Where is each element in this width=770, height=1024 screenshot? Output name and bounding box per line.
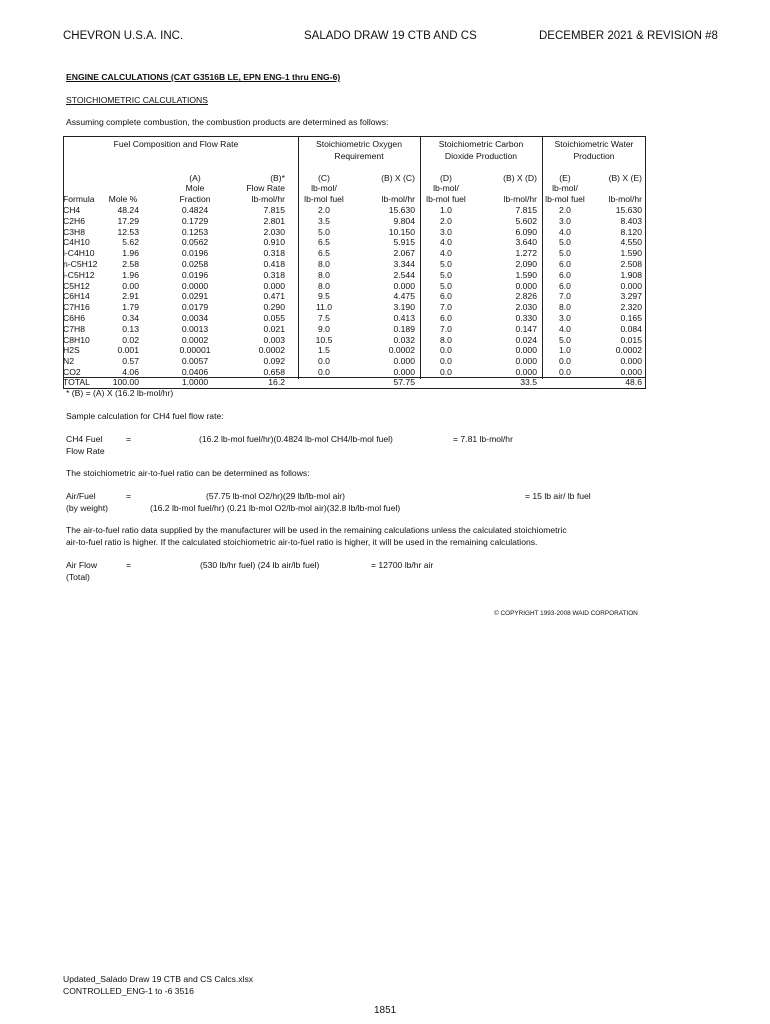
table-cell-bd: 0.147 <box>515 323 537 334</box>
table-cell-d: 0.0 <box>440 345 452 356</box>
group-oxygen-header-2: Requirement <box>334 151 384 161</box>
column-header-bc: lb-mol/hr <box>381 194 415 204</box>
sample-expression: (16.2 lb-mol fuel/hr)(0.4824 lb-mol CH4/lb-mol fuel) <box>199 434 393 444</box>
table-cell-c: 5.0 <box>318 226 330 237</box>
table-cell-bd: 0.330 <box>515 313 537 323</box>
column-header-a: Fraction <box>179 194 211 204</box>
table-cell-a: 0.0000 <box>181 280 209 291</box>
sample-intro: Sample calculation for CH4 fuel flow rate: <box>66 411 224 421</box>
table-cell-be: 1.908 <box>620 269 642 280</box>
column-header-be: (B) X (E) <box>608 173 642 183</box>
table-cell-bc: 2.544 <box>393 269 415 280</box>
group-water-header-1: Stoichiometric Water <box>554 139 634 149</box>
table-cell-formula: C3H8 <box>63 226 85 237</box>
table-cell-bc: 4.475 <box>393 291 415 302</box>
table-cell-c: 6.5 <box>318 248 330 259</box>
table-cell-bd: 5.602 <box>515 215 537 226</box>
airfuel-label-1: Air/Fuel <box>66 491 96 501</box>
table-cell-bc: 0.000 <box>393 356 415 367</box>
airflow-label-2: (Total) <box>66 572 90 582</box>
table-cell-mole-pct: 2.91 <box>122 291 139 302</box>
table-cell-a: 0.0179 <box>181 302 209 313</box>
table-cell-e: 0.0 <box>559 356 571 367</box>
table-cell-e: 2.0 <box>559 205 571 215</box>
table-cell-be: 0.015 <box>620 334 642 345</box>
table-cell-mole-pct: 1.96 <box>122 269 139 280</box>
table-cell-mole-pct: 17.29 <box>117 215 139 226</box>
total-cell-a: 1.0000 <box>181 376 209 387</box>
table-cell-c: 7.5 <box>318 313 330 323</box>
table-cell-formula: CH4 <box>63 205 81 215</box>
subsection-title: STOICHIOMETRIC CALCULATIONS <box>66 95 208 105</box>
column-header-a: Mole <box>185 183 205 193</box>
table-cell-b: 2.801 <box>263 215 285 226</box>
table-cell-be: 0.0002 <box>615 345 642 356</box>
table-cell-e: 4.0 <box>559 323 571 334</box>
table-cell-d: 4.0 <box>440 248 452 259</box>
table-cell-b: 0.055 <box>263 313 285 323</box>
table-cell-formula: N2 <box>63 356 74 367</box>
table-cell-bc: 10.150 <box>388 226 415 237</box>
column-header-d: lb-mol/ <box>433 183 459 193</box>
group-fuel-header: Fuel Composition and Flow Rate <box>113 139 239 149</box>
table-cell-formula: i-C4H10 <box>63 248 95 259</box>
table-cell-mole-pct: 0.57 <box>122 356 139 367</box>
table-cell-d: 1.0 <box>440 205 452 215</box>
total-cell-formula: TOTAL <box>63 376 90 387</box>
header-company: CHEVRON U.S.A. INC. <box>63 30 184 42</box>
table-cell-d: 5.0 <box>440 269 452 280</box>
table-cell-b: 0.471 <box>263 291 285 302</box>
table-cell-c: 9.0 <box>318 323 330 334</box>
table-cell-d: 0.0 <box>440 356 452 367</box>
table-cell-be: 3.297 <box>620 291 642 302</box>
table-cell-mole-pct: 2.58 <box>122 259 139 269</box>
header-project: SALADO DRAW 19 CTB AND CS <box>304 30 477 42</box>
column-header-c: lb-mol/ <box>311 183 337 193</box>
table-cell-e: 5.0 <box>559 237 571 248</box>
table-cell-b: 0.910 <box>263 237 285 248</box>
footer-file: Updated_Salado Draw 19 CTB and CS Calcs.xlsx <box>63 974 254 984</box>
table-cell-a: 0.0562 <box>181 237 209 248</box>
table-cell-bd: 0.000 <box>515 280 537 291</box>
section-title: ENGINE CALCULATIONS (CAT G3516B LE, EPN ENG-1 thru ENG-6) <box>66 72 341 82</box>
table-cell-bc: 0.000 <box>393 367 415 377</box>
column-header-e: lb-mol fuel <box>545 194 585 204</box>
table-cell-formula: C4H10 <box>63 237 90 248</box>
table-cell-mole-pct: 4.06 <box>122 367 139 377</box>
table-cell-bd: 1.272 <box>515 248 537 259</box>
table-cell-formula: C6H6 <box>63 313 85 323</box>
column-header-e: lb-mol/ <box>552 183 578 193</box>
airflow-result: = 12700 lb/hr air <box>371 560 434 570</box>
table-cell-c: 2.0 <box>318 205 330 215</box>
table-cell-d: 8.0 <box>440 334 452 345</box>
table-cell-e: 1.0 <box>559 345 571 356</box>
table-cell-c: 11.0 <box>315 302 333 313</box>
table-cell-bc: 2.067 <box>393 248 415 259</box>
table-cell-e: 3.0 <box>559 313 571 323</box>
table-cell-a: 0.00001 <box>179 345 211 356</box>
table-cell-mole-pct: 12.53 <box>117 226 139 237</box>
table-cell-c: 0.0 <box>318 367 330 377</box>
note-line-2: air-to-fuel ratio is higher. If the calculated stoichiometric air-to-fuel ratio is higher, it will be used in the remaining calculations. <box>66 537 538 547</box>
note-line-1: The air-to-fuel ratio data supplied by the manufacturer will be used in the remaining calculations unless the calculated stoichiometric <box>66 525 567 535</box>
table-cell-d: 2.0 <box>440 215 452 226</box>
column-header-e: (E) <box>559 173 571 183</box>
table-cell-bc: 0.0002 <box>388 345 415 356</box>
table-cell-c: 8.0 <box>318 269 330 280</box>
table-cell-b: 0.318 <box>263 248 285 259</box>
table-cell-formula: C6H14 <box>63 291 90 302</box>
footer-controlled: CONTROLLED_ENG-1 to -6 3516 <box>63 986 194 996</box>
column-header-a: (A) <box>189 173 201 183</box>
total-cell-bc: 57.75 <box>393 376 415 387</box>
airfuel-denominator: (16.2 lb-mol fuel/hr) (0.21 lb-mol O2/lb-mol air)(32.8 lb/lb-mol fuel) <box>150 503 401 513</box>
table-cell-be: 2.508 <box>620 259 642 269</box>
table-cell-a: 0.0291 <box>181 291 209 302</box>
table-cell-c: 9.5 <box>318 291 330 302</box>
table-cell-mole-pct: 0.02 <box>122 334 139 345</box>
table-cell-e: 3.0 <box>559 215 571 226</box>
column-header-bc: (B) X (C) <box>381 173 415 183</box>
table-cell-mole-pct: 0.001 <box>117 345 139 356</box>
column-header-d: lb-mol fuel <box>426 194 466 204</box>
table-footnote: * (B) = (A) X (16.2 lb-mol/hr) <box>66 388 174 398</box>
table-cell-mole-pct: 0.13 <box>122 323 139 334</box>
table-cell-bd: 6.090 <box>515 226 537 237</box>
table-cell-e: 6.0 <box>559 280 571 291</box>
table-cell-mole-pct: 5.62 <box>122 237 139 248</box>
airflow-expression: (530 lb/hr fuel) (24 lb air/lb fuel) <box>200 560 320 570</box>
table-cell-c: 10.5 <box>315 334 333 345</box>
total-cell-bd: 33.5 <box>520 376 537 387</box>
table-cell-e: 0.0 <box>559 367 571 377</box>
table-cell-mole-pct: 1.96 <box>122 248 139 259</box>
copyright: © COPYRIGHT 1993-2008 WAID CORPORATION <box>494 610 638 617</box>
page-number: 1851 <box>374 1005 397 1016</box>
table-cell-formula: C2H6 <box>63 215 85 226</box>
table-cell-bc: 0.000 <box>393 280 415 291</box>
table-cell-bd: 1.590 <box>515 269 537 280</box>
column-header-c: lb-mol fuel <box>304 194 344 204</box>
table-cell-bc: 9.804 <box>393 215 415 226</box>
table-cell-c: 1.5 <box>318 345 330 356</box>
airfuel-label-2: (by weight) <box>66 503 109 513</box>
table-cell-b: 0.003 <box>263 334 285 345</box>
table-cell-e: 6.0 <box>559 259 571 269</box>
table-cell-d: 5.0 <box>440 280 452 291</box>
table-cell-mole-pct: 0.34 <box>122 313 139 323</box>
table-cell-e: 5.0 <box>559 248 571 259</box>
table-cell-b: 0.658 <box>263 367 285 377</box>
column-header-b: Flow Rate <box>246 183 285 193</box>
table-cell-bd: 2.030 <box>515 302 537 313</box>
table-cell-formula: C7H8 <box>63 323 85 334</box>
column-header-be: lb-mol/hr <box>608 194 642 204</box>
table-cell-bd: 0.024 <box>515 334 537 345</box>
table-cell-formula: C7H16 <box>63 302 90 313</box>
table-cell-be: 0.000 <box>620 280 642 291</box>
table-cell-d: 4.0 <box>440 237 452 248</box>
column-header-bd: (B) X (D) <box>503 173 537 183</box>
airfuel-result: = 15 lb air/ lb fuel <box>525 491 591 501</box>
table-cell-bc: 3.344 <box>393 259 415 269</box>
table-cell-b: 0.021 <box>263 323 285 334</box>
airfuel-numerator: (57.75 lb-mol O2/hr)(29 lb/lb-mol air) <box>206 491 345 501</box>
table-cell-a: 0.1253 <box>181 226 209 237</box>
table-cell-bd: 0.000 <box>515 356 537 367</box>
airfuel-intro: The stoichiometric air-to-fuel ratio can be determined as follows: <box>66 468 310 478</box>
sample-label-2: Flow Rate <box>66 446 105 456</box>
table-cell-be: 0.000 <box>620 356 642 367</box>
table-cell-b: 0.318 <box>263 269 285 280</box>
table-cell-formula: C5H12 <box>63 280 90 291</box>
total-cell-mole-pct: 100.00 <box>112 376 139 387</box>
table-cell-bd: 3.640 <box>515 237 537 248</box>
table-cell-a: 0.0034 <box>181 313 209 323</box>
table-cell-c: 6.5 <box>318 237 330 248</box>
table-cell-a: 0.0002 <box>181 334 209 345</box>
table-cell-bd: 7.815 <box>515 205 537 215</box>
table-cell-be: 1.590 <box>620 248 642 259</box>
table-cell-formula: CO2 <box>63 367 81 377</box>
group-co2-header-2: Dioxide Production <box>444 151 518 161</box>
table-cell-a: 0.0406 <box>181 367 209 377</box>
table-cell-c: 0.0 <box>318 356 330 367</box>
airfuel-equals: = <box>126 491 132 501</box>
table-cell-e: 4.0 <box>559 226 571 237</box>
table-cell-b: 0.000 <box>263 280 285 291</box>
table-cell-d: 6.0 <box>440 291 452 302</box>
group-water-header-2: Production <box>573 151 615 161</box>
column-header-bd: lb-mol/hr <box>503 194 537 204</box>
group-co2-header-1: Stoichiometric Carbon <box>438 139 524 149</box>
table-cell-formula: i-C5H12 <box>63 269 95 280</box>
table-cell-be: 8.403 <box>620 215 642 226</box>
table-cell-formula: C8H10 <box>63 334 90 345</box>
table-cell-be: 0.000 <box>620 367 642 377</box>
table-cell-e: 5.0 <box>559 334 571 345</box>
table-cell-c: 3.5 <box>318 215 330 226</box>
table-cell-formula: H2S <box>63 345 80 356</box>
airflow-equals: = <box>126 560 132 570</box>
group-oxygen-header-1: Stoichiometric Oxygen <box>316 139 402 149</box>
sample-equals: = <box>126 434 132 444</box>
column-header-b: lb-mol/hr <box>251 194 285 204</box>
table-cell-be: 0.165 <box>620 313 642 323</box>
table-cell-be: 15.630 <box>615 205 642 215</box>
table-cell-d: 7.0 <box>440 323 452 334</box>
table-cell-c: 8.0 <box>318 280 330 291</box>
table-cell-a: 0.4824 <box>181 205 209 215</box>
sample-result: = 7.81 lb-mol/hr <box>453 434 513 444</box>
table-cell-bc: 15.630 <box>388 205 415 215</box>
table-cell-a: 0.0057 <box>181 356 209 367</box>
table-cell-bd: 0.000 <box>515 345 537 356</box>
header-revision: DECEMBER 2021 & REVISION #8 <box>539 30 718 42</box>
airflow-label-1: Air Flow <box>66 560 98 570</box>
table-cell-d: 7.0 <box>440 302 452 313</box>
column-header-mole-pct: Mole % <box>108 194 138 204</box>
table-cell-b: 7.815 <box>263 205 285 215</box>
total-cell-be: 48.6 <box>625 376 642 387</box>
table-cell-formula: n-C5H12 <box>63 259 98 269</box>
table-cell-bd: 0.000 <box>515 367 537 377</box>
table-cell-d: 3.0 <box>440 226 452 237</box>
column-header-d: (D) <box>440 173 452 183</box>
table-cell-b: 0.092 <box>263 356 285 367</box>
table-cell-d: 6.0 <box>440 313 452 323</box>
table-cell-b: 0.418 <box>263 259 285 269</box>
combustion-table <box>63 136 646 387</box>
intro-text: Assuming complete combustion, the combustion products are determined as follows: <box>66 117 389 127</box>
column-header-formula: Formula <box>63 194 95 204</box>
table-cell-e: 8.0 <box>559 302 571 313</box>
column-header-c: (C) <box>318 173 330 183</box>
table-cell-a: 0.0196 <box>181 248 209 259</box>
table-cell-bc: 5.915 <box>393 237 415 248</box>
table-cell-b: 0.0002 <box>258 345 285 356</box>
table-cell-d: 0.0 <box>440 367 452 377</box>
table-cell-be: 0.084 <box>620 323 642 334</box>
table-cell-mole-pct: 48.24 <box>117 205 139 215</box>
table-cell-a: 0.0196 <box>181 269 209 280</box>
column-header-b: (B)* <box>270 173 285 183</box>
table-cell-bc: 0.189 <box>393 323 415 334</box>
table-cell-e: 6.0 <box>559 269 571 280</box>
table-cell-mole-pct: 0.00 <box>122 280 139 291</box>
table-cell-a: 0.0013 <box>181 323 209 334</box>
sample-label-1: CH4 Fuel <box>66 434 103 444</box>
table-cell-a: 0.1729 <box>181 215 209 226</box>
table-cell-bd: 2.090 <box>515 259 537 269</box>
table-cell-c: 8.0 <box>318 259 330 269</box>
table-cell-be: 2.320 <box>620 302 642 313</box>
table-cell-a: 0.0258 <box>181 259 209 269</box>
table-cell-e: 7.0 <box>559 291 571 302</box>
table-cell-bc: 0.413 <box>393 313 415 323</box>
table-cell-be: 8.120 <box>620 226 642 237</box>
table-cell-bc: 3.190 <box>393 302 415 313</box>
table-cell-be: 4.550 <box>620 237 642 248</box>
table-cell-mole-pct: 1.79 <box>122 302 139 313</box>
table-cell-d: 5.0 <box>440 259 452 269</box>
table-cell-bc: 0.032 <box>393 334 415 345</box>
table-cell-b: 2.030 <box>263 226 285 237</box>
table-cell-bd: 2.826 <box>515 291 537 302</box>
total-cell-b: 16.2 <box>268 376 285 387</box>
table-cell-b: 0.290 <box>263 302 285 313</box>
